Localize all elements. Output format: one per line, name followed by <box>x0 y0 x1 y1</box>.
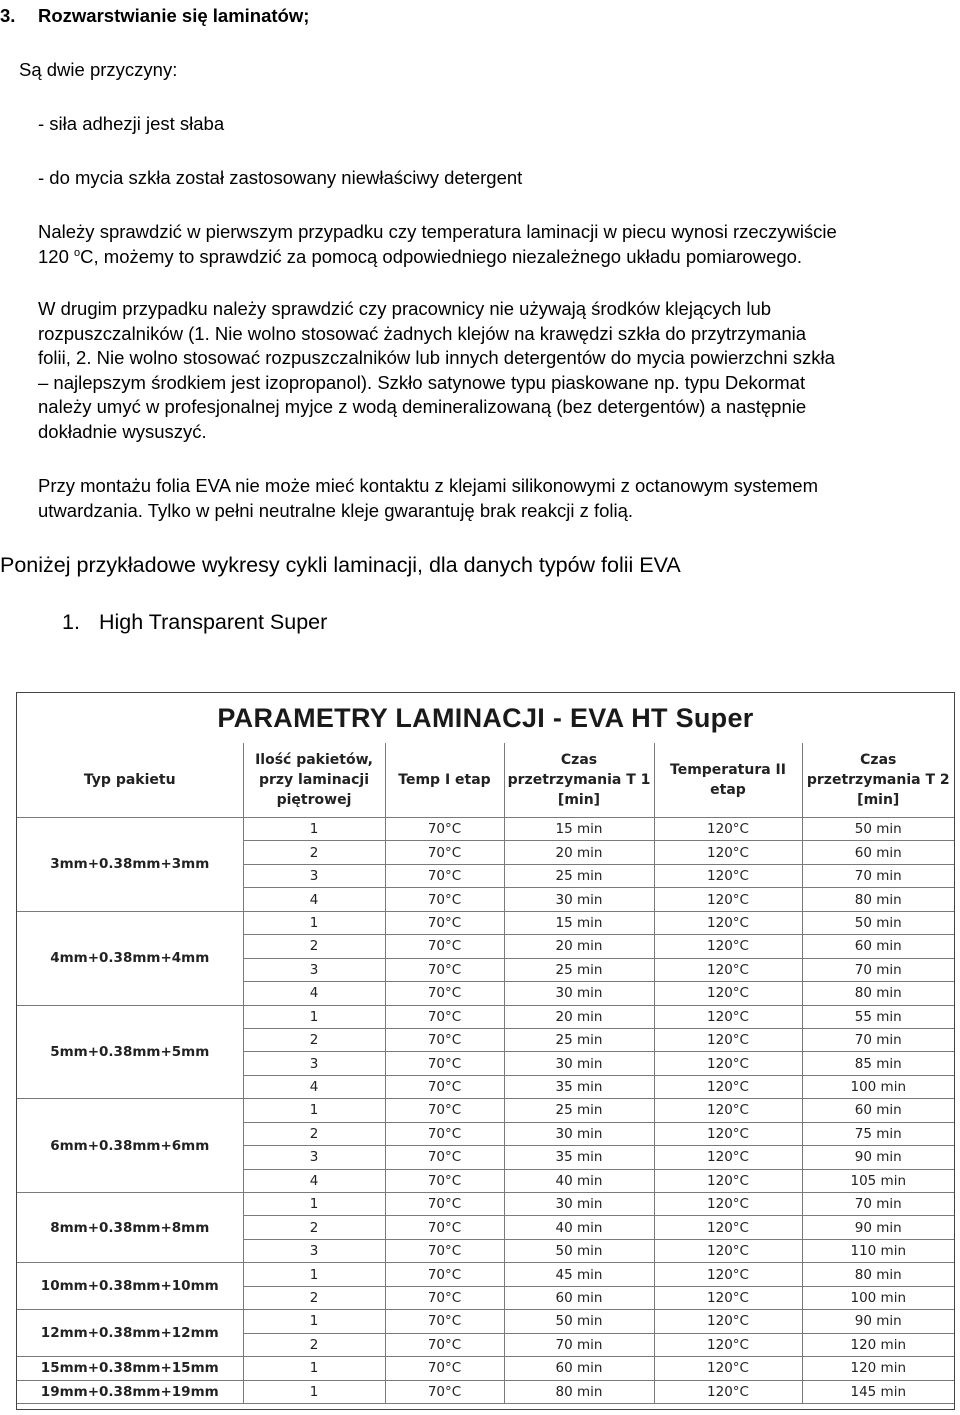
paragraph-text: 120 <box>38 245 75 267</box>
paragraph-text: C, możemy to sprawdzić za pomocą odpowiedniego niezależnego układu pomiarowego. <box>80 245 803 267</box>
package-count-cell: 3 <box>243 1052 385 1075</box>
package-type-cell: 10mm+0.38mm+10mm <box>17 1263 243 1310</box>
package-count-cell: 2 <box>243 935 385 958</box>
temp-stage-2-cell: 120°C <box>654 982 802 1005</box>
hold-time-1-cell: 20 min <box>504 1005 654 1028</box>
package-type-cell: 19mm+0.38mm+19mm <box>17 1380 243 1403</box>
package-type-cell: 12mm+0.38mm+12mm <box>17 1310 243 1357</box>
hold-time-2-cell: 55 min <box>802 1005 954 1028</box>
package-count-cell: 1 <box>243 911 385 934</box>
package-count-cell: 2 <box>243 1216 385 1239</box>
degree-superscript: o <box>74 246 81 259</box>
hold-time-2-cell: 90 min <box>802 1216 954 1239</box>
hold-time-2-cell: 120 min <box>802 1333 954 1356</box>
parameters-grid <box>17 743 954 1404</box>
package-count-cell: 3 <box>243 864 385 887</box>
hold-time-1-cell: 30 min <box>504 1052 654 1075</box>
paragraph-line: należy umyć w profesjonalnej myjce z wodą demineralizowaną (bez detergentów) a następnie <box>38 396 807 417</box>
temp-stage-2-cell: 120°C <box>654 1239 802 1262</box>
table-row <box>17 1380 954 1403</box>
temp-stage-2-cell: 120°C <box>654 1263 802 1286</box>
temp-stage-2-cell: 120°C <box>654 818 802 841</box>
temp-stage-1-cell: 70°C <box>385 1310 504 1333</box>
hold-time-1-cell: 70 min <box>504 1333 654 1356</box>
package-count-cell: 4 <box>243 1075 385 1098</box>
temp-stage-1-cell: 70°C <box>385 1075 504 1098</box>
hold-time-1-cell: 30 min <box>504 982 654 1005</box>
header-package-type: Typ pakietu <box>17 743 243 818</box>
hold-time-2-cell: 70 min <box>802 1028 954 1051</box>
temp-stage-1-cell: 70°C <box>385 841 504 864</box>
paragraph-line: Przy montażu folia EVA nie może mieć kontaktu z klejami silikonowymi z octanowym systemem <box>38 475 819 496</box>
package-count-cell: 2 <box>243 1122 385 1145</box>
temp-stage-1-cell: 70°C <box>385 1052 504 1075</box>
temp-stage-2-cell: 120°C <box>654 1099 802 1122</box>
temp-stage-2-cell: 120°C <box>654 1075 802 1098</box>
temp-stage-1-cell: 70°C <box>385 982 504 1005</box>
temp-stage-2-cell: 120°C <box>654 888 802 911</box>
package-count-cell: 1 <box>243 1310 385 1333</box>
hold-time-1-cell: 40 min <box>504 1169 654 1192</box>
table-row <box>17 818 954 841</box>
hold-time-2-cell: 100 min <box>802 1075 954 1098</box>
package-count-cell: 2 <box>243 841 385 864</box>
paragraph-line: folii, 2. Nie wolno stosować rozpuszczalników lub innych detergentów do mycia powierzchni szkła <box>38 347 835 368</box>
hold-time-2-cell: 60 min <box>802 935 954 958</box>
cause-item: - siła adhezji jest słaba <box>38 113 225 134</box>
hold-time-2-cell: 50 min <box>802 911 954 934</box>
package-type-cell: 3mm+0.38mm+3mm <box>17 818 243 912</box>
hold-time-1-cell: 20 min <box>504 841 654 864</box>
temp-stage-1-cell: 70°C <box>385 958 504 981</box>
temp-stage-1-cell: 70°C <box>385 1216 504 1239</box>
hold-time-2-cell: 90 min <box>802 1146 954 1169</box>
package-type-cell: 15mm+0.38mm+15mm <box>17 1357 243 1380</box>
temp-stage-2-cell: 120°C <box>654 1216 802 1239</box>
table-row <box>17 1193 954 1216</box>
temp-stage-1-cell: 70°C <box>385 864 504 887</box>
temp-stage-1-cell: 70°C <box>385 1333 504 1356</box>
package-count-cell: 1 <box>243 1193 385 1216</box>
header-hold-time-1: Czas przetrzymania T 1 [min] <box>504 743 654 818</box>
temp-stage-2-cell: 120°C <box>654 935 802 958</box>
temp-stage-2-cell: 120°C <box>654 864 802 887</box>
hold-time-2-cell: 80 min <box>802 982 954 1005</box>
package-type-cell: 5mm+0.38mm+5mm <box>17 1005 243 1099</box>
hold-time-1-cell: 50 min <box>504 1239 654 1262</box>
hold-time-2-cell: 50 min <box>802 818 954 841</box>
paragraph-line: utwardzania. Tylko w pełni neutralne kleje gwarantuję brak reakcji z folią. <box>38 499 634 521</box>
hold-time-1-cell: 80 min <box>504 1380 654 1403</box>
intro-text: Są dwie przyczyny: <box>19 59 178 80</box>
package-type-cell: 4mm+0.38mm+4mm <box>17 911 243 1005</box>
hold-time-1-cell: 25 min <box>504 958 654 981</box>
temp-stage-1-cell: 70°C <box>385 1380 504 1403</box>
hold-time-1-cell: 35 min <box>504 1146 654 1169</box>
hold-time-2-cell: 80 min <box>802 888 954 911</box>
paragraph-line: dokładnie wysuszyć. <box>38 420 207 442</box>
table-row <box>17 1005 954 1028</box>
paragraph-line: W drugim przypadku należy sprawdzić czy pracownicy nie używają środków klejących lub <box>38 298 772 319</box>
paragraph-line: Należy sprawdzić w pierwszym przypadku czy temperatura laminacji w piecu wynosi rzeczywiście <box>38 221 837 242</box>
temp-stage-1-cell: 70°C <box>385 935 504 958</box>
header-hold-time-2: Czas przetrzymania T 2 [min] <box>802 743 954 818</box>
header-temp-stage-2: Temperatura II etap <box>654 743 802 818</box>
temp-stage-2-cell: 120°C <box>654 1122 802 1145</box>
temp-stage-1-cell: 70°C <box>385 911 504 934</box>
package-count-cell: 1 <box>243 1005 385 1028</box>
package-count-cell: 4 <box>243 888 385 911</box>
paragraph-temperature <box>38 220 960 269</box>
temp-stage-2-cell: 120°C <box>654 1333 802 1356</box>
hold-time-2-cell: 60 min <box>802 1099 954 1122</box>
header-package-count: Ilość pakietów, przy laminacji piętrowej <box>243 743 385 818</box>
temp-stage-2-cell: 120°C <box>654 911 802 934</box>
temp-stage-1-cell: 70°C <box>385 1099 504 1122</box>
table-row <box>17 1310 954 1333</box>
temp-stage-1-cell: 70°C <box>385 1122 504 1145</box>
temp-stage-2-cell: 120°C <box>654 1146 802 1169</box>
package-type-cell: 8mm+0.38mm+8mm <box>17 1193 243 1263</box>
table-header-row <box>17 743 954 818</box>
package-count-cell: 4 <box>243 1169 385 1192</box>
temp-stage-1-cell: 70°C <box>385 1357 504 1380</box>
hold-time-2-cell: 90 min <box>802 1310 954 1333</box>
package-count-cell: 2 <box>243 1333 385 1356</box>
temp-stage-2-cell: 120°C <box>654 1169 802 1192</box>
paragraph-line <box>38 245 960 270</box>
hold-time-2-cell: 60 min <box>802 841 954 864</box>
package-count-cell: 4 <box>243 982 385 1005</box>
package-count-cell: 1 <box>243 1099 385 1122</box>
package-count-cell: 1 <box>243 1357 385 1380</box>
table-row <box>17 911 954 934</box>
hold-time-1-cell: 25 min <box>504 1099 654 1122</box>
paragraph-mounting <box>38 474 960 523</box>
temp-stage-1-cell: 70°C <box>385 1028 504 1051</box>
hold-time-2-cell: 70 min <box>802 864 954 887</box>
hold-time-1-cell: 35 min <box>504 1075 654 1098</box>
temp-stage-2-cell: 120°C <box>654 958 802 981</box>
temp-stage-1-cell: 70°C <box>385 1286 504 1309</box>
list-item-label: High Transparent Super <box>99 610 328 634</box>
temp-stage-2-cell: 120°C <box>654 1357 802 1380</box>
table-row <box>17 1263 954 1286</box>
paragraph-adhesives <box>38 297 960 444</box>
header-temp-stage-1: Temp I etap <box>385 743 504 818</box>
hold-time-1-cell: 60 min <box>504 1357 654 1380</box>
temp-stage-2-cell: 120°C <box>654 1193 802 1216</box>
temp-stage-1-cell: 70°C <box>385 1239 504 1262</box>
package-count-cell: 2 <box>243 1286 385 1309</box>
paragraph-line: rozpuszczalników (1. Nie wolno stosować żadnych klejów na krawędzi szkła do przytrzymania <box>38 322 807 344</box>
temp-stage-1-cell: 70°C <box>385 1169 504 1192</box>
temp-stage-1-cell: 70°C <box>385 1193 504 1216</box>
hold-time-1-cell: 40 min <box>504 1216 654 1239</box>
package-count-cell: 2 <box>243 1028 385 1051</box>
table-row <box>17 1099 954 1122</box>
temp-stage-2-cell: 120°C <box>654 841 802 864</box>
temp-stage-2-cell: 120°C <box>654 1005 802 1028</box>
paragraph-line: – najlepszym środkiem jest izopropanol). Szkło satynowe typu piaskowane np. typu Dekormat <box>38 371 806 393</box>
temp-stage-1-cell: 70°C <box>385 1263 504 1286</box>
package-count-cell: 3 <box>243 1239 385 1262</box>
package-count-cell: 3 <box>243 1146 385 1169</box>
hold-time-2-cell: 85 min <box>802 1052 954 1075</box>
temp-stage-1-cell: 70°C <box>385 818 504 841</box>
package-count-cell: 1 <box>243 818 385 841</box>
hold-time-2-cell: 110 min <box>802 1239 954 1262</box>
hold-time-1-cell: 25 min <box>504 1028 654 1051</box>
hold-time-1-cell: 50 min <box>504 1310 654 1333</box>
hold-time-2-cell: 70 min <box>802 1193 954 1216</box>
list-item-number: 1. <box>62 610 80 634</box>
table-title: PARAMETRY LAMINACJI - EVA HT Super <box>217 702 754 733</box>
temp-stage-2-cell: 120°C <box>654 1286 802 1309</box>
section-title: Rozwarstwianie się laminatów; <box>38 5 310 26</box>
temp-stage-2-cell: 120°C <box>654 1380 802 1403</box>
hold-time-1-cell: 15 min <box>504 911 654 934</box>
hold-time-1-cell: 20 min <box>504 935 654 958</box>
charts-subheading: Poniżej przykładowe wykresy cykli laminacji, dla danych typów folii EVA <box>0 553 681 577</box>
hold-time-2-cell: 80 min <box>802 1263 954 1286</box>
hold-time-1-cell: 15 min <box>504 818 654 841</box>
temp-stage-2-cell: 120°C <box>654 1310 802 1333</box>
hold-time-1-cell: 30 min <box>504 1193 654 1216</box>
temp-stage-1-cell: 70°C <box>385 1146 504 1169</box>
table-body <box>17 818 954 1404</box>
cause-item: - do mycia szkła został zastosowany niewłaściwy detergent <box>38 167 523 188</box>
hold-time-1-cell: 60 min <box>504 1286 654 1309</box>
lamination-parameters-table <box>16 692 955 1410</box>
hold-time-2-cell: 145 min <box>802 1380 954 1403</box>
section-number: 3. <box>0 5 16 26</box>
hold-time-1-cell: 30 min <box>504 1122 654 1145</box>
hold-time-1-cell: 45 min <box>504 1263 654 1286</box>
hold-time-2-cell: 120 min <box>802 1357 954 1380</box>
temp-stage-1-cell: 70°C <box>385 1005 504 1028</box>
hold-time-2-cell: 105 min <box>802 1169 954 1192</box>
temp-stage-2-cell: 120°C <box>654 1052 802 1075</box>
temp-stage-1-cell: 70°C <box>385 888 504 911</box>
hold-time-2-cell: 100 min <box>802 1286 954 1309</box>
hold-time-1-cell: 25 min <box>504 864 654 887</box>
package-count-cell: 3 <box>243 958 385 981</box>
package-count-cell: 1 <box>243 1380 385 1403</box>
hold-time-1-cell: 30 min <box>504 888 654 911</box>
table-row <box>17 1357 954 1380</box>
package-count-cell: 1 <box>243 1263 385 1286</box>
hold-time-2-cell: 75 min <box>802 1122 954 1145</box>
temp-stage-2-cell: 120°C <box>654 1028 802 1051</box>
hold-time-2-cell: 70 min <box>802 958 954 981</box>
package-type-cell: 6mm+0.38mm+6mm <box>17 1099 243 1193</box>
